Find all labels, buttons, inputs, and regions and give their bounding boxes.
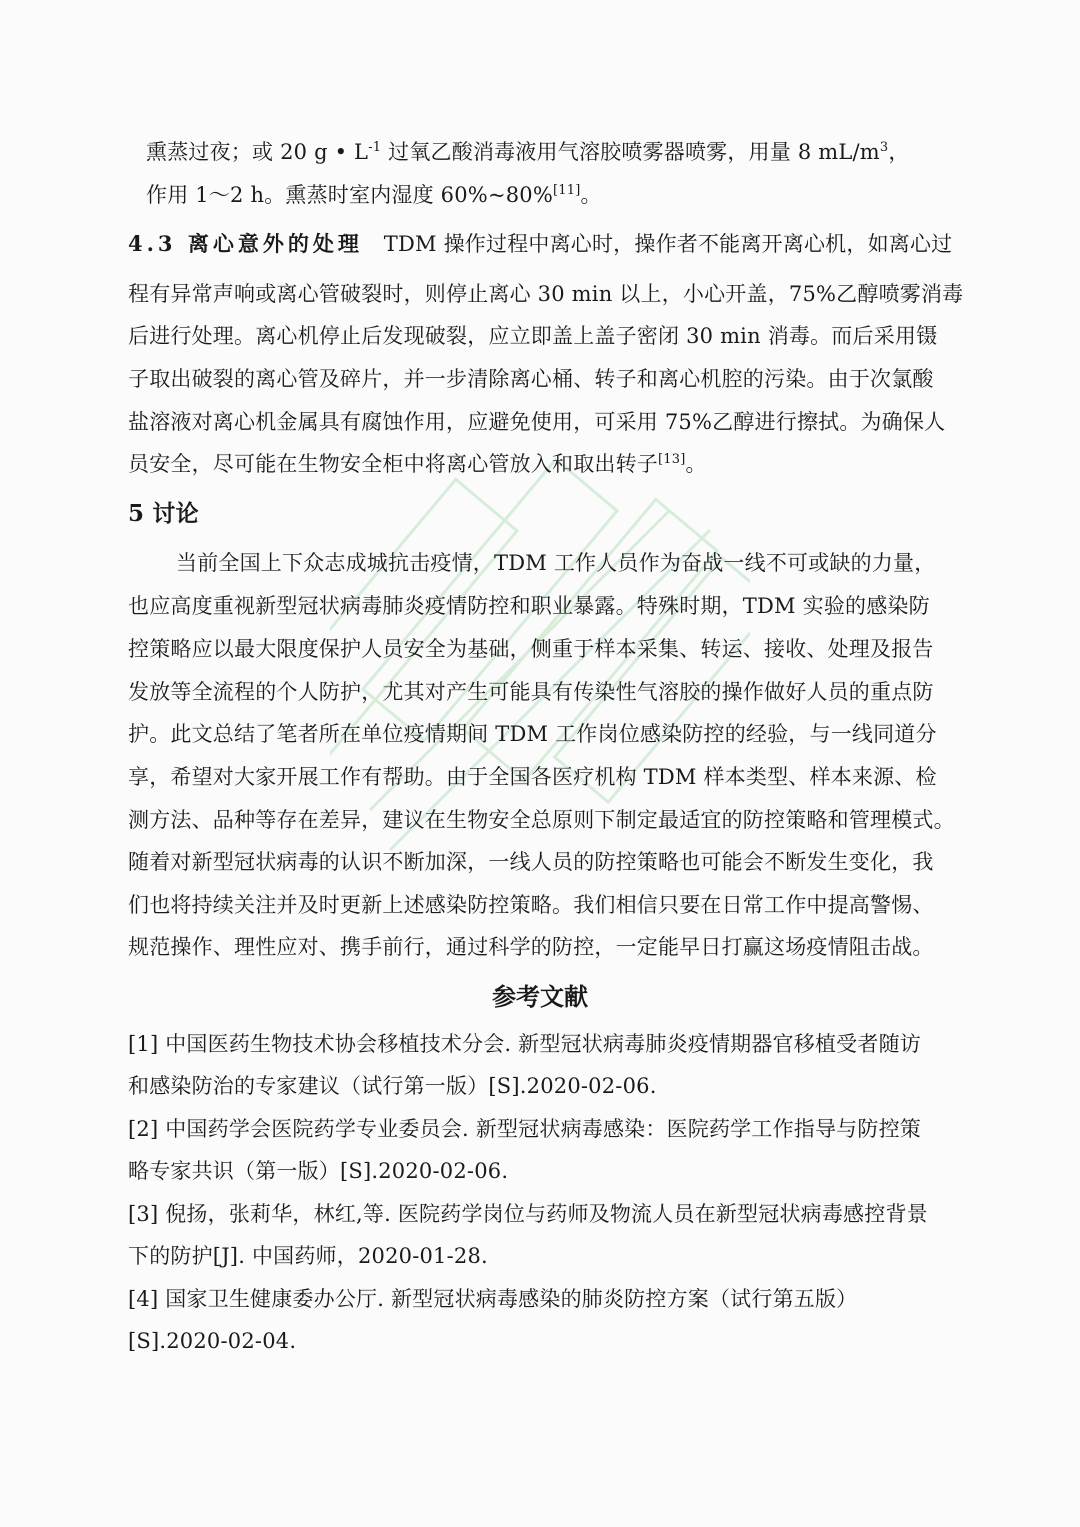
- paragraph-line: 们也将持续关注并及时更新上述感染防控策略。我们相信只要在日常工作中提高警惕、: [128, 893, 934, 917]
- paragraph-line: 护。此文总结了笔者所在单位疫情期间 TDM 工作岗位感染防控的经验，与一线同道分: [128, 722, 937, 746]
- reference-item: [1] 中国医药生物技术协会移植技术分会. 新型冠状病毒肺炎疫情期器官移植受者随访: [128, 1032, 921, 1056]
- paragraph-line: 规范操作、理性应对、携手前行，通过科学的防控，一定能早日打赢这场疫情阻击战。: [128, 935, 934, 959]
- paragraph-line: 后进行处理。离心机停止后发现破裂，应立即盖上盖子密闭 30 min 消毒。而后采用镊: [128, 324, 938, 348]
- paragraph-line: 也应高度重视新型冠状病毒肺炎疫情防控和职业暴露。特殊时期，TDM 实验的感染防: [128, 594, 930, 618]
- paragraph-line: 控策略应以最大限度保护人员安全为基础，侧重于样本采集、转运、接收、处理及报告: [128, 637, 934, 661]
- reference-item: [S].2020-02-04.: [128, 1329, 297, 1353]
- paragraph-line: 当前全国上下众志成城抗击疫情，TDM 工作人员作为奋战一线不可或缺的力量，: [176, 551, 936, 575]
- paragraph-line: 员安全，尽可能在生物安全柜中将离心管放入和取出转子[13]。: [128, 452, 707, 476]
- reference-item: [3] 倪扬，张莉华，林红,等. 医院药学岗位与药师及物流人员在新型冠状病毒感控背景: [128, 1202, 928, 1226]
- paragraph-line: 子取出破裂的离心管及碎片，并一步清除离心桶、转子和离心机腔的污染。由于次氯酸: [128, 367, 934, 391]
- paragraph-line: 享，希望对大家开展工作有帮助。由于全国各医疗机构 TDM 样本类型、样本来源、检: [128, 765, 937, 789]
- superscript: 3: [879, 140, 889, 155]
- reference-item: [2] 中国药学会医院药学专业委员会. 新型冠状病毒感染：医院药学工作指导与防控策: [128, 1117, 921, 1141]
- citation-sup: [11]: [553, 183, 581, 198]
- section-4-3-first-line: 4.3 离心意外的处理 TDM 操作过程中离心时，操作者不能离开离心机，如离心过: [128, 231, 953, 256]
- superscript: -1: [368, 140, 382, 155]
- paragraph-line: 发放等全流程的个人防护，尤其对产生可能具有传染性气溶胶的操作做好人员的重点防: [128, 680, 934, 704]
- citation-sup: [13]: [658, 452, 686, 467]
- paragraph-line: 熏蒸过夜；或 20 g • $L^{-1}$ 过氧乙酸消毒液用气溶胶喷雾器喷雾，用量 8 $mL/m^3$，: [146, 140, 910, 164]
- paragraph-line: 随着对新型冠状病毒的认识不断加深，一线人员的防控策略也可能会不断发生变化，我: [128, 850, 934, 874]
- watermark-logo: [330, 430, 750, 910]
- paragraph-line: 程有异常声响或离心管破裂时，则停止离心 30 min 以上，小心开盖，75%乙醇喷雾消毒: [128, 282, 964, 306]
- paragraph-line: 盐溶液对离心机金属具有腐蚀作用，应避免使用，可采用 75%乙醇进行擦拭。为确保人: [128, 410, 946, 434]
- section-4-3-title: 4.3 离心意外的处理: [128, 231, 363, 256]
- reference-item: [4] 国家卫生健康委办公厅. 新型冠状病毒感染的肺炎防控方案（试行第五版）: [128, 1287, 858, 1311]
- reference-item: 略专家共识（第一版）[S].2020-02-06.: [128, 1159, 509, 1183]
- paragraph-line: 测方法、品种等存在差异，建议在生物安全总原则下制定最适宜的防控策略和管理模式。: [128, 808, 955, 832]
- section-5-heading: 5 讨论: [128, 500, 199, 527]
- reference-item: 下的防护[J]. 中国药师，2020-01-28.: [128, 1244, 488, 1268]
- references-title: 参考文献: [492, 982, 588, 1011]
- reference-item: 和感染防治的专家建议（试行第一版）[S].2020-02-06.: [128, 1074, 657, 1098]
- paragraph-line: 作用 1～2 h。熏蒸时室内湿度 60%~80%[11]。: [146, 183, 602, 207]
